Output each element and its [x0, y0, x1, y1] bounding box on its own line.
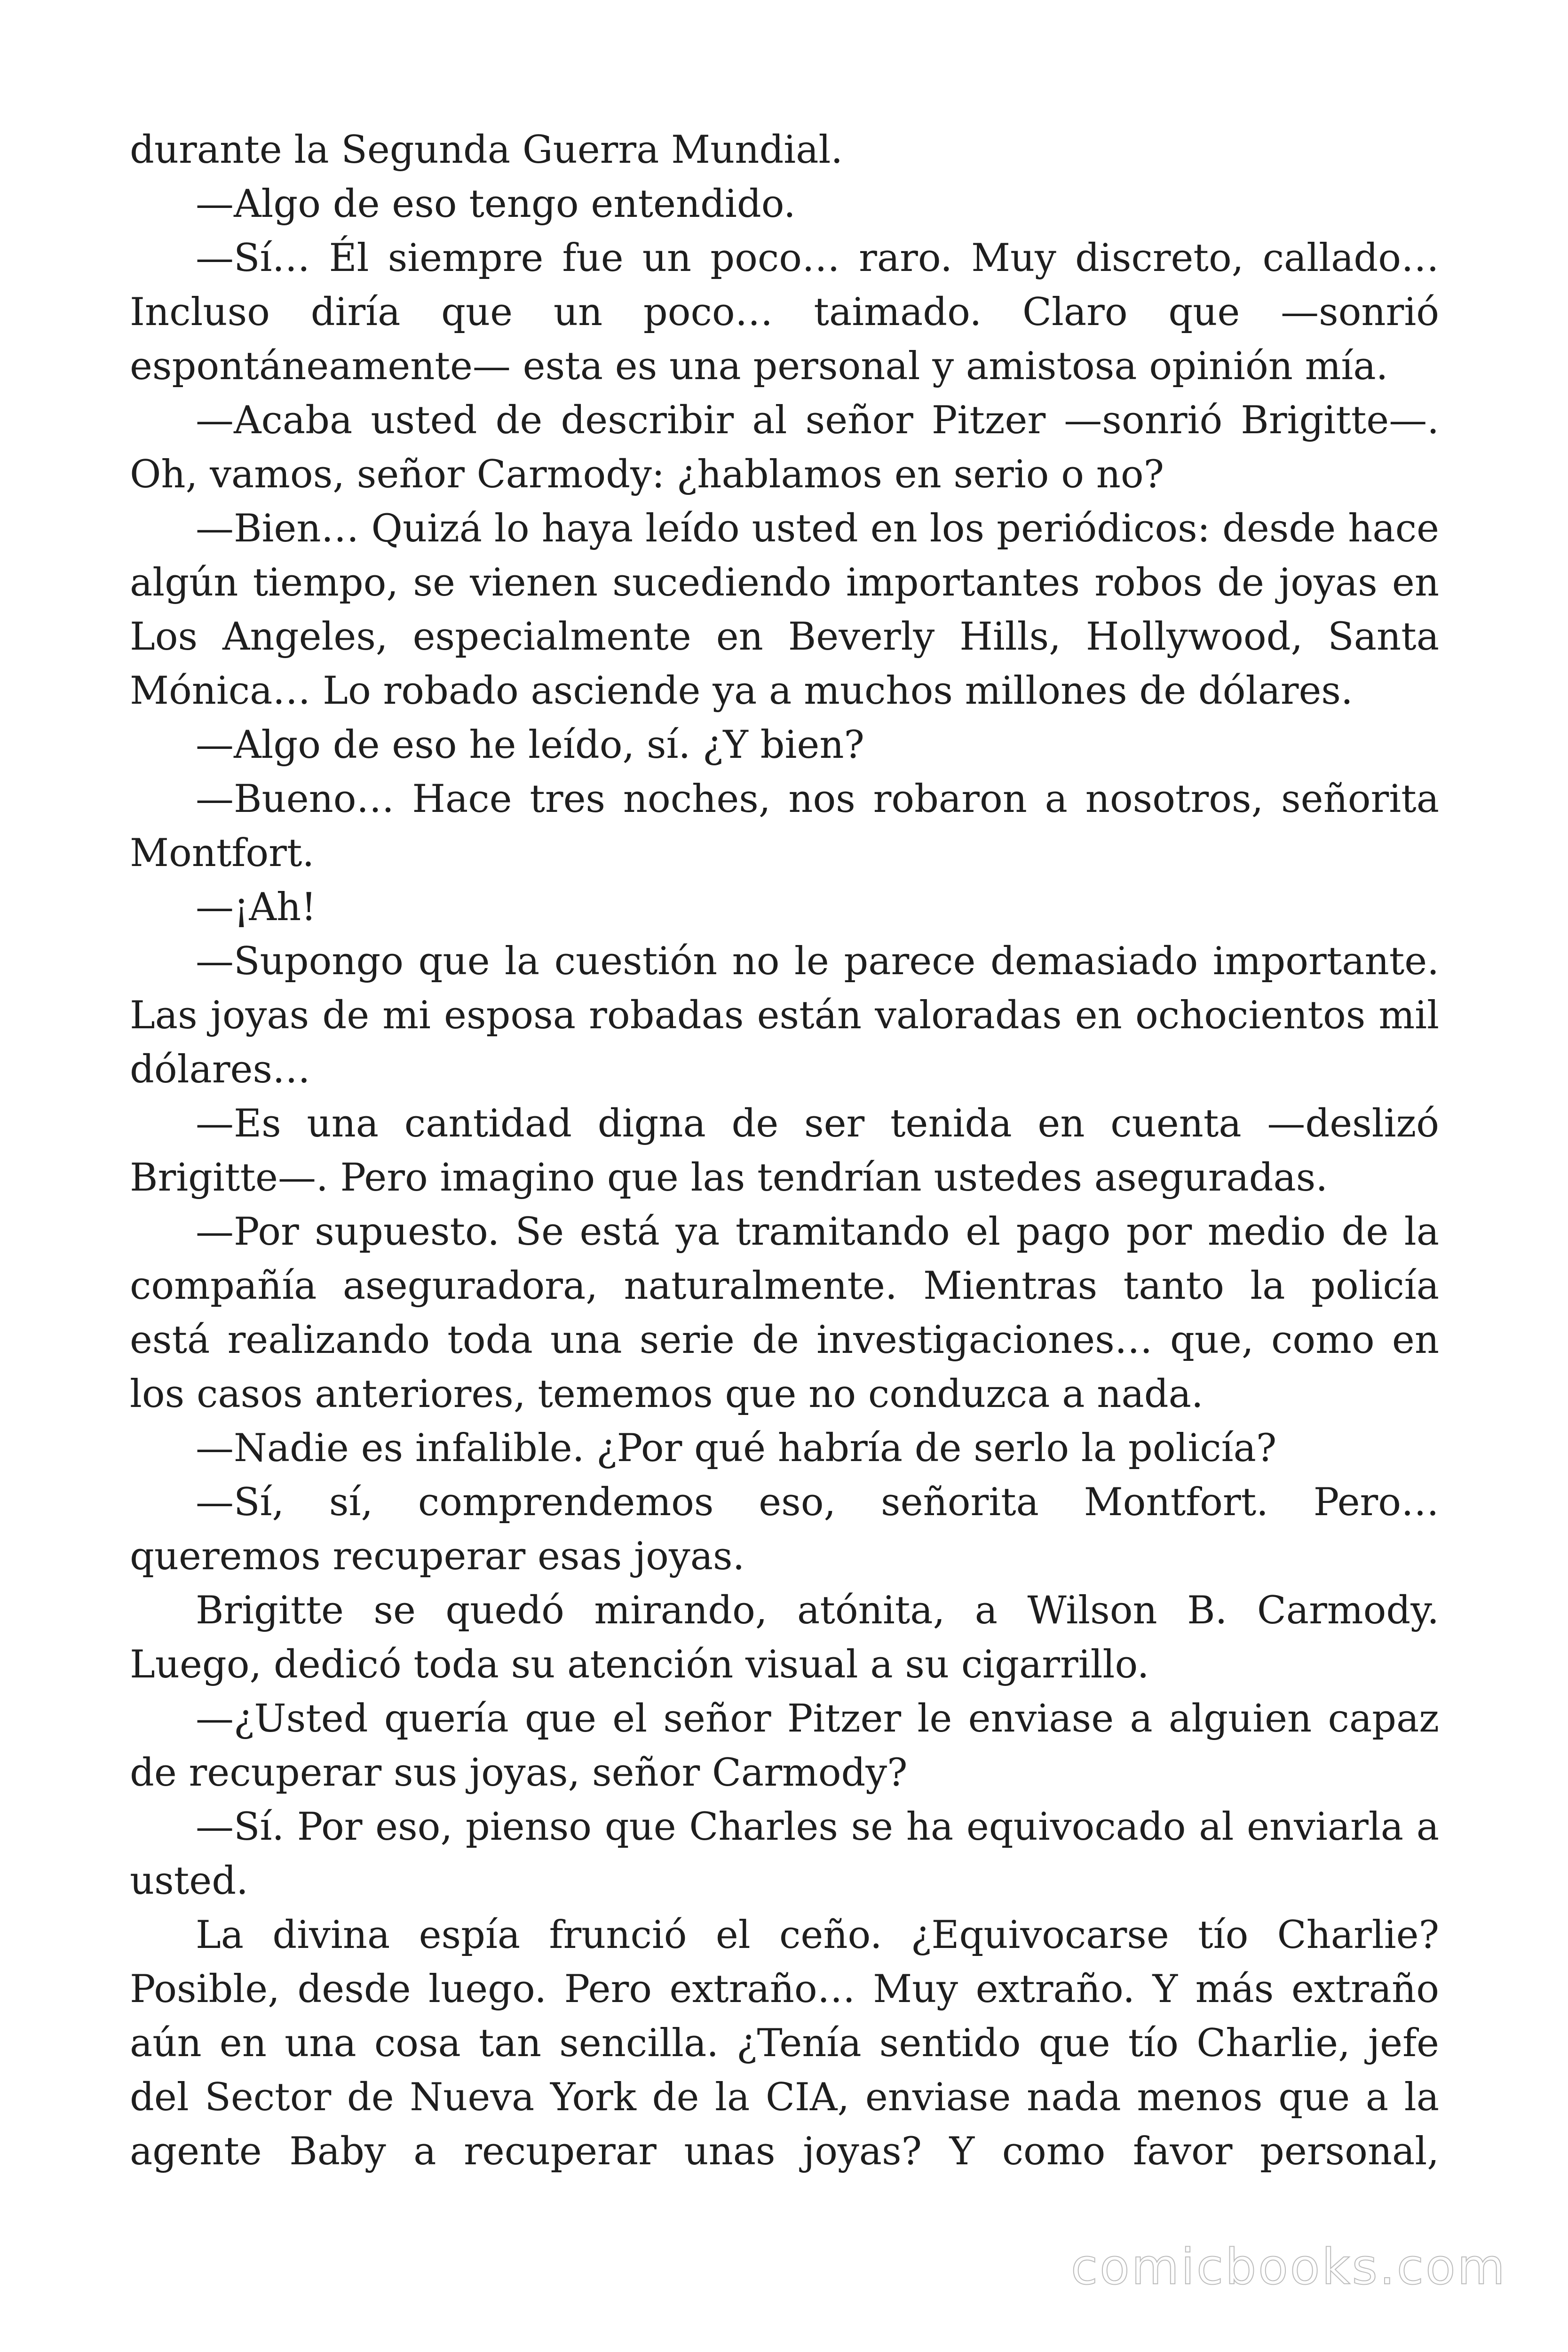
paragraph: —Nadie es infalible. ¿Por qué habría de serlo la policía? [196, 1426, 1277, 1470]
paragraph-continues: La divina espía frunció el ceño. ¿Equivocarse tío Charlie? Posible, desde luego. Pero extraño… Muy extraño. Y más extraño aún en una cosa tan sencilla. ¿Tenía sentido que tío Charlie, jefe del Sector de Nueva York de la CIA, enviase nada menos que a la agente Baby a recuperar unas joyas? Y como favor personal, [130, 1913, 1439, 2174]
paragraph: —Algo de eso he leído, sí. ¿Y bien? [196, 723, 864, 767]
paragraph: —Acaba usted de describir al señor Pitzer —sonrió Brigitte—. Oh, vamos, señor Carmody: ¿hablamos en serio o no? [130, 398, 1439, 497]
paragraph: —Algo de eso tengo entendido. [196, 182, 796, 226]
paragraph: —Sí, sí, comprendemos eso, señorita Montfort. Pero… queremos recuperar esas joyas. [130, 1480, 1439, 1579]
paragraph: —Es una cantidad digna de ser tenida en cuenta —deslizó Brigitte—. Pero imagino que las tendrían ustedes aseguradas. [130, 1102, 1439, 1200]
paragraph: —Sí… Él siempre fue un poco… raro. Muy discreto, callado… Incluso diría que un poco… taimado. Claro que —sonrió espontáneamente— esta es una personal y amistosa opinión mía. [130, 236, 1439, 389]
paragraph: —Bueno… Hace tres noches, nos robaron a nosotros, señorita Montfort. [130, 777, 1439, 875]
paragraph: —Supongo que la cuestión no le parece demasiado importante. Las joyas de mi esposa robadas están valoradas en ochocientos mil dólares… [130, 939, 1439, 1092]
watermark: comicbooks.com [1070, 2238, 1507, 2296]
paragraph: —¡Ah! [196, 885, 317, 930]
paragraph-continuation: durante la Segunda Guerra Mundial. [130, 128, 843, 172]
paragraph: —¿Usted quería que el señor Pitzer le enviase a alguien capaz de recuperar sus joyas, señor Carmody? [130, 1697, 1439, 1795]
paragraph: —Por supuesto. Se está ya tramitando el pago por medio de la compañía aseguradora, naturalmente. Mientras tanto la policía está realizando toda una serie de investigaciones… que, como en los casos anteriores, tememos que no conduzca a nada. [130, 1210, 1439, 1416]
page-body [130, 123, 1439, 2179]
paragraph: Brigitte se quedó mirando, atónita, a Wilson B. Carmody. Luego, dedicó toda su atención visual a su cigarrillo. [130, 1589, 1439, 1687]
paragraph: —Bien… Quizá lo haya leído usted en los periódicos: desde hace algún tiempo, se vienen sucediendo importantes robos de joyas en Los Angeles, especialmente en Beverly Hills, Hollywood, Santa Mónica… Lo robado asciende ya a muchos millones de dólares. [130, 507, 1439, 713]
paragraph: —Sí. Por eso, pienso que Charles se ha equivocado al enviarla a usted. [130, 1805, 1439, 1903]
